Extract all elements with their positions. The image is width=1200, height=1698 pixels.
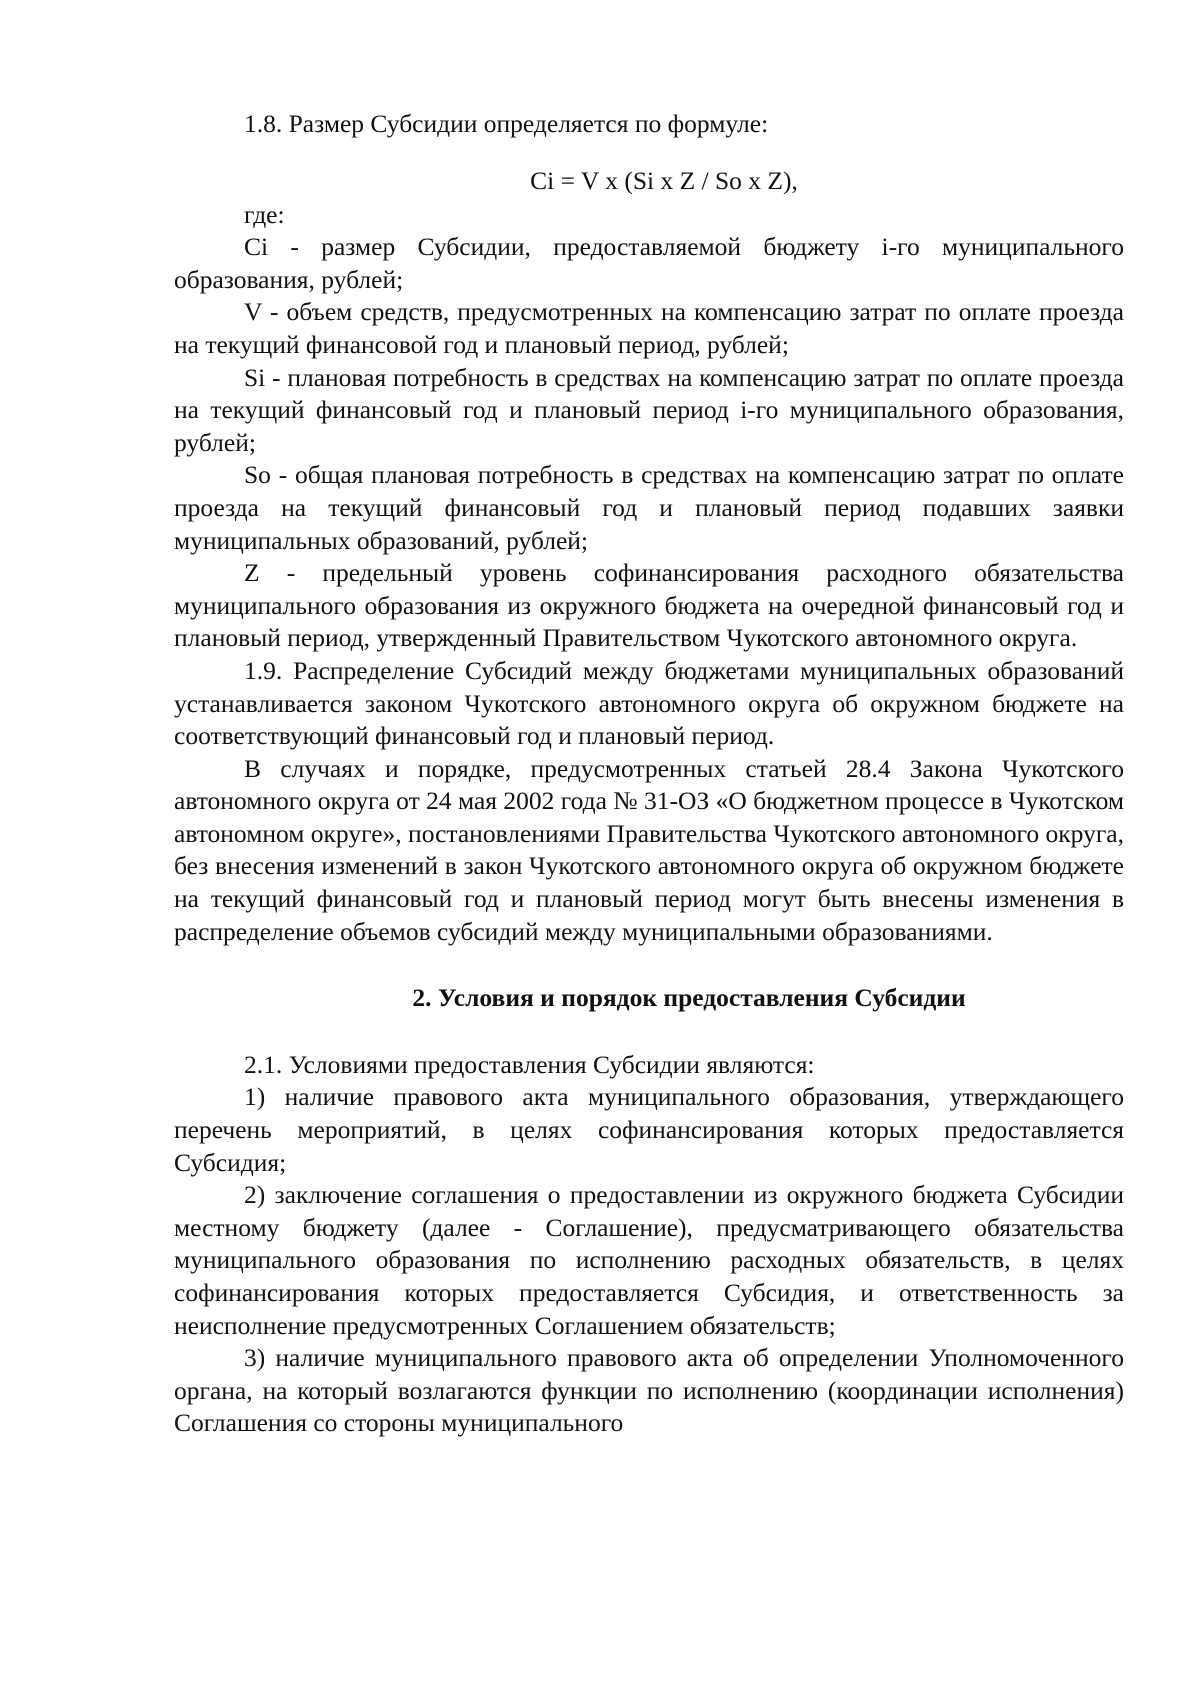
paragraph-cases: В случаях и порядке, предусмотренных статьей 28.4 Закона Чукотского автономного округа от 24 мая 2002 года № 31-ОЗ «О бюджетном процессе в Чукотском автономном округе», постановлениями Правительства Чукотского автономного округа, без внесения изменений в закон Чукотского автономного округа об окружном бюджете на текущий финансовый год и плановый период могут быть внесены изменения в распределение объемов субсидий между муниципальными образованиями. — [174, 753, 1124, 946]
section-2-heading: 2. Условия и порядок предоставления Субсидии — [412, 983, 966, 1013]
definition-z: Z - предельный уровень софинансирования расходного обязательства муниципального образования из окружного бюджета на очередной финансовый год и плановый период, утвержденный Правительством Чукотского автономного округа. — [174, 558, 1124, 653]
where-label: где: — [244, 199, 285, 229]
document-page — [174, 108, 1124, 1440]
paragraph-1-9: 1.9. Распределение Субсидий между бюджетами муниципальных образований устанавливается законом Чукотского автономного округа об окружном бюджете на соответствующий финансовый год и плановый период. — [174, 655, 1124, 751]
condition-1: 1) наличие правового акта муниципального образования, утверждающего перечень мероприятий, в целях софинансирования которых предоставляется Субсидия; — [174, 1082, 1124, 1177]
condition-3: 3) наличие муниципального правового акта об определении Уполномоченного органа, на который возлагаются функции по исполнению (координации исполнения) Соглашения со стороны муниципального — [174, 1343, 1124, 1438]
definition-so: So - общая плановая потребность в средствах на компенсацию затрат по оплате проезда на текущий финансовый год и плановый период подавших заявки муниципальных образований, рублей; — [174, 460, 1124, 555]
condition-2: 2) заключение соглашения о предоставлении из окружного бюджета Субсидии местному бюджету (далее - Соглашение), предусматривающего обязательства муниципального образования по исполнению расходных обязательств, в целях софинансирования которых предоставляется Субсидия, и ответственность за неисполнение предусмотренных Соглашением обязательств; — [174, 1180, 1124, 1340]
definition-v: V - объем средств, предусмотренных на компенсацию затрат по оплате проезда на текущий финансовой год и плановый период, рублей; — [174, 297, 1124, 359]
subsidy-formula: Ci = V x (Si x Z / So x Z), — [530, 165, 798, 195]
paragraph-1-8: 1.8. Размер Субсидии определяется по формуле: — [244, 109, 769, 138]
definition-si: Si - плановая потребность в средствах на компенсацию затрат по оплате проезда на текущий финансовый год и плановый период i-го муниципального образования, рублей; — [174, 362, 1124, 457]
definition-ci: Ci - размер Субсидии, предоставляемой бюджету i-го муниципального образования, рублей; — [174, 232, 1124, 294]
paragraph-2-1: 2.1. Условиями предоставления Субсидии являются: — [244, 1049, 815, 1079]
